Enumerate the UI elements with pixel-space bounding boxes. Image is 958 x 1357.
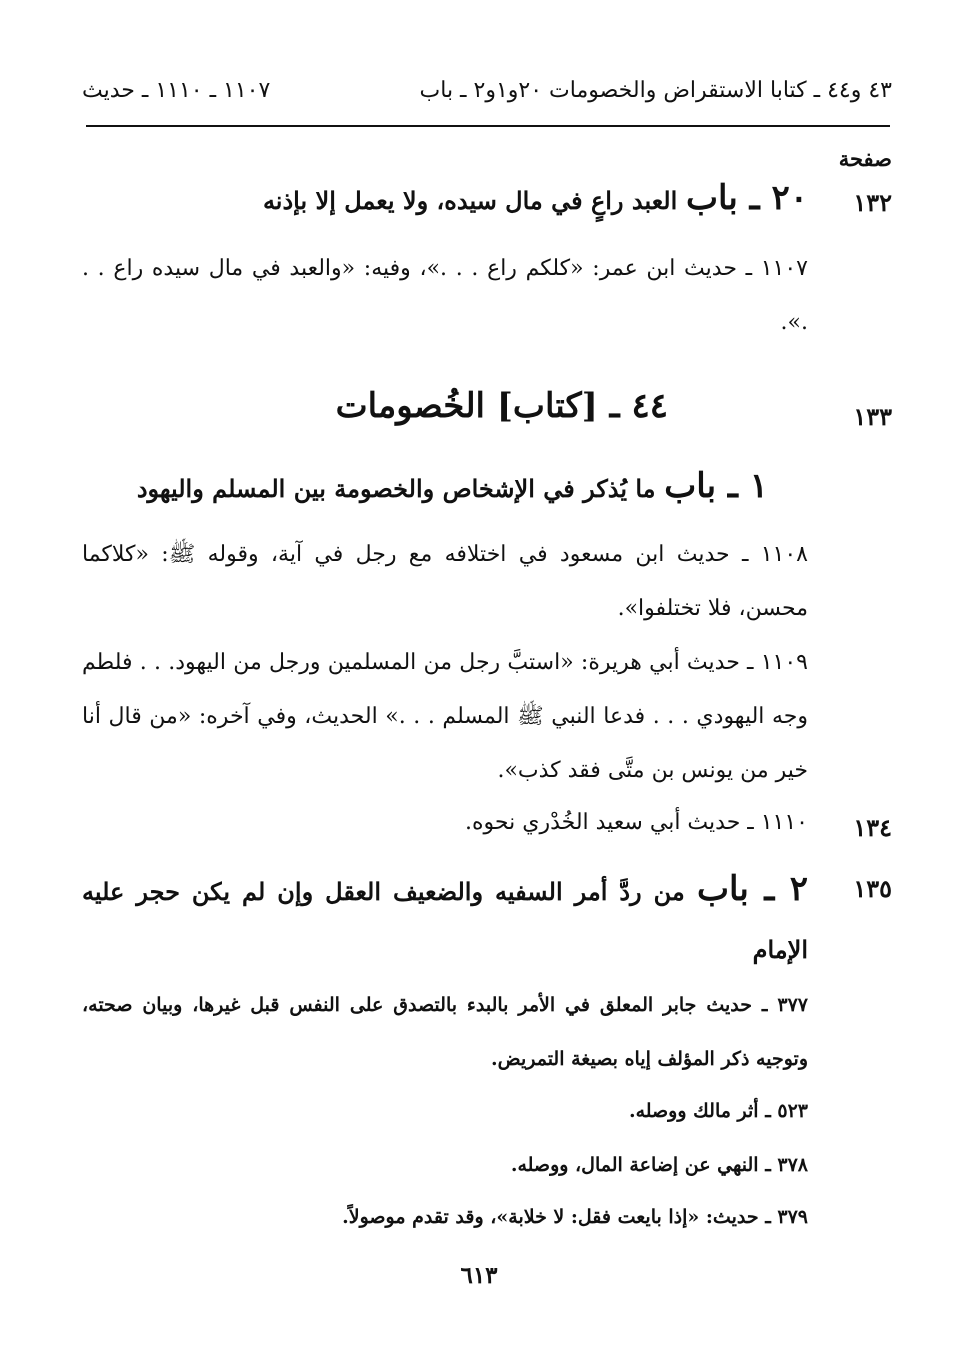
running-head-hadith-range: ١١٠٧ ـ ١١١٠ ـ حديث	[82, 78, 271, 103]
note-item: ٣٧٩ ـ حديث: «إذا بايعت فقل: لا خلابة»، وقد تقدم موصولاً.	[342, 1206, 808, 1228]
bab-number: ١ ـ باب	[664, 466, 768, 506]
bab-heading	[82, 178, 808, 218]
hadith-1110: ١١١٠ ـ حديث أبي سعيد الخُدْري نحوه.	[465, 810, 808, 835]
note-item: ٥٢٣ ـ أثر مالك ووصله.	[628, 1100, 808, 1122]
header-rule	[86, 125, 890, 127]
running-head	[82, 78, 892, 114]
kitab-heading: ٤٤ ـ [كتاب] الخُصومات	[335, 386, 668, 426]
bab-number: ٢٠ ـ باب	[686, 178, 808, 218]
hadith-1109: ١١٠٩ ـ حديث أبي هريرة: «استبَّ رجل من المسلمين ورجل من اليهود. . . فلطم وجه اليهودي . . . فدعا النبي ﷺ المسلم . . .» الحديث، وفي آخره: «من قال أنا خير من يونس بن متَّى فقد كذب».	[82, 650, 808, 783]
note-item: ٣٧٧ ـ حديث جابر المعلق في الأمر بالبدء بالتصدق على النفس قبل غيرها، وبيان صحته، وتوجيه ذكر المؤلف إياه بصيغة التمريض.	[82, 994, 808, 1070]
margin-page-ref: ١٣٢	[853, 188, 892, 217]
margin-page-ref: ١٣٣	[853, 402, 892, 431]
bab-heading	[82, 466, 768, 506]
page-number: ٦١٣	[460, 1262, 498, 1289]
hadith-1107: ١١٠٧ ـ حديث ابن عمر: «كلكم راع . . .»، وفيه: «والعبد في مال سيده راع . . .».	[82, 256, 808, 335]
margin-page-ref: ١٣٥	[853, 874, 892, 903]
bab-number: ٢ ـ باب	[697, 869, 808, 909]
margin-page-ref: ١٣٤	[853, 813, 892, 842]
bab-title: العبد راعٍ في مال سيده، ولا يعمل إلا بإذنه	[262, 186, 678, 215]
bab-heading	[82, 860, 808, 979]
bab-title: ما يُذكر في الإشخاص والخصومة بين المسلم واليهود	[136, 474, 656, 503]
running-head-title: ٤٣ و٤٤ ـ كتابا الاستقراض والخصومات ٢٠و١و٢ ـ باب	[419, 78, 892, 103]
note-item: ٣٧٨ ـ النهي عن إضاعة المال، ووصله.	[510, 1154, 808, 1176]
bab-title: من ردَّ أمر السفيه والضعيف العقل وإن لم يكن حجر عليه الإمام	[82, 877, 808, 964]
page-column-label: صفحة	[838, 146, 892, 171]
hadith-1108: ١١٠٨ ـ حديث ابن مسعود في اختلافه مع رجل في آية، وقوله ﷺ: «كلاكما محسن، فلا تختلفوا».	[82, 542, 808, 621]
